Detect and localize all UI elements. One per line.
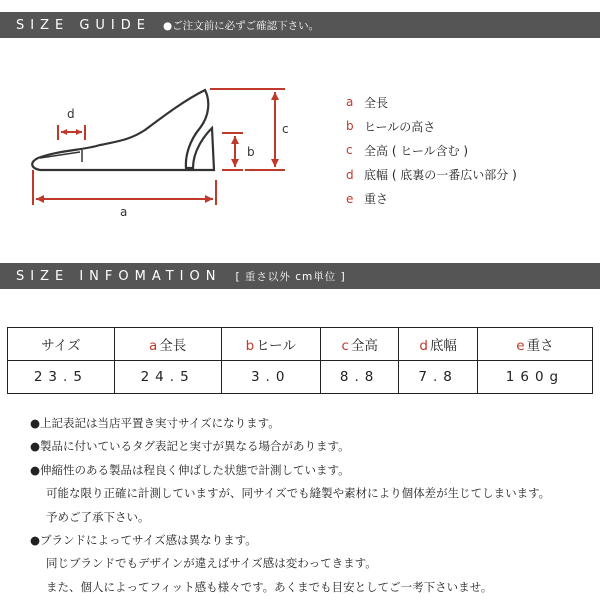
size-table — [7, 327, 593, 394]
legend-text: 全長 — [364, 95, 389, 110]
note-line: ●上記表記は当店平置き実寸サイズになります。 — [30, 416, 280, 430]
legend-text: 重さ — [364, 192, 389, 207]
shoe-diagram — [0, 40, 330, 230]
notes-list — [30, 412, 550, 599]
note-line: ●伸縮性のある製品は程良く伸ばした状態で計測しています。 — [30, 462, 350, 477]
note-line: 可能な限り正確に計測していますが、同サイズでも縫製や素材により個体差が生じてしまいます。 — [46, 486, 551, 501]
table-header-row — [8, 328, 593, 361]
legend-item — [346, 163, 517, 187]
legend-text: 全高 ( ヒール含む ) — [364, 143, 469, 158]
note-line: 同じブランドでもデザインが違えばサイズ感は変わってきます。 — [46, 556, 377, 571]
dim-d-icon — [58, 125, 85, 140]
dim-d-label: d — [67, 107, 75, 121]
shoe-outline-icon — [32, 90, 214, 170]
note-line: また、個人によってフィット感も様々です。あくまでも目安としてご一考下さいませ。 — [46, 579, 493, 594]
table-header-size: サイズ — [8, 328, 115, 361]
table-cell-length: 24.5 — [114, 361, 221, 394]
table-header-height: c 全高 — [320, 328, 398, 361]
table-cell-height: 8.8 — [320, 361, 398, 394]
table-header-length: a 全長 — [114, 328, 221, 361]
note-line: ●製品に付いているタグ表記と実寸が異なる場合があります。 — [30, 439, 350, 454]
dim-c-label: c — [282, 122, 289, 136]
size-info-header — [0, 263, 600, 289]
legend-item — [346, 114, 517, 138]
legend-letter: d — [346, 167, 354, 182]
dimension-legend — [346, 90, 517, 211]
legend-item — [346, 138, 517, 162]
size-info-note: [ 重さ以外 cm単位 ] — [235, 270, 346, 283]
table-cell-heel: 3.0 — [221, 361, 320, 394]
table-header-weight: e 重さ — [477, 328, 592, 361]
table-cell-size: 23.5 — [8, 361, 115, 394]
dim-a-label: a — [120, 205, 128, 219]
size-guide-title: SIZE GUIDE — [16, 17, 151, 33]
table-cell-weight: 160g — [477, 361, 592, 394]
note-line: ●ブランドによってサイズ感は異なります。 — [30, 532, 257, 547]
legend-letter: a — [346, 95, 354, 110]
dim-b-label: b — [247, 145, 255, 159]
table-row — [8, 361, 593, 394]
legend-text: 底幅 ( 底裏の一番広い部分 ) — [364, 168, 517, 183]
size-info-title: SIZE INFOMATION — [16, 268, 222, 284]
note-line: 予めご了承下さい。 — [46, 509, 150, 524]
size-guide-note: ●ご注文前に必ずご確認下さい。 — [163, 19, 320, 32]
dim-a-icon — [33, 170, 216, 205]
table-header-width: d 底幅 — [399, 328, 477, 361]
legend-item — [346, 90, 517, 114]
legend-text: ヒールの高さ — [364, 119, 436, 134]
legend-item — [346, 187, 517, 211]
table-cell-width: 7.8 — [399, 361, 477, 394]
dim-b-icon — [222, 133, 243, 170]
size-guide-header — [0, 12, 600, 38]
table-header-heel: b ヒール — [221, 328, 320, 361]
legend-letter: b — [346, 119, 354, 134]
legend-letter: e — [346, 191, 354, 206]
legend-letter: c — [346, 143, 353, 158]
